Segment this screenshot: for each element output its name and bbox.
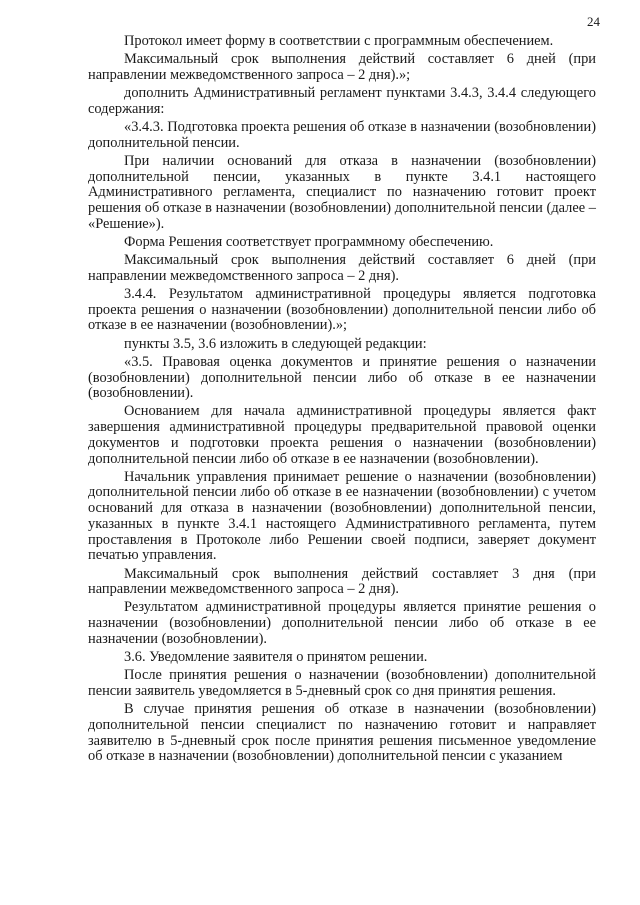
paragraph: Максимальный срок выполнения действий составляет 6 дней (при направлении межведомственного запроса – 2 дня). (88, 252, 596, 284)
paragraph: Протокол имеет форму в соответствии с программным обеспечением. (124, 33, 554, 49)
paragraph: Начальник управления принимает решение о назначении (возобновлении) дополнительной пенсии либо об отказе в ее назначении (возобновлении) с учетом оснований для отказа в назначении (возобновлении) дополнительной пенсии, указанных в пункте 3.4.1 настоящего Административного регламента, путем проставления в Протоколе либо Решении своей подписи, заверяет документ печатью управления. (88, 468, 596, 564)
paragraph: Результатом административной процедуры является принятие решения о назначении (возобновлении) дополнительной пенсии либо об отказе в ее назначении (возобновлении). (88, 599, 596, 647)
paragraph: 3.6. Уведомление заявителя о принятом решении. (124, 649, 428, 666)
paragraph: Максимальный срок выполнения действий составляет 3 дня (при направлении межведомственного запроса – 2 дня). (88, 565, 596, 598)
page-number: 24 (587, 14, 600, 29)
paragraph: После принятия решения о назначении (возобновлении) дополнительной пенсии заявитель уведомляется в 5-дневный срок со дня принятия решения. (88, 667, 596, 699)
paragraph: В случае принятия решения об отказе в назначении (возобновлении) дополнительной пенсии специалист по назначению готовит и направляет заявителю в 5-дневный срок после принятия решения письменное уведомление об отказе в назначении (возобновлении) дополнительной пенсии с указанием (88, 701, 596, 765)
document-body (88, 34, 596, 767)
paragraph: При наличии оснований для отказа в назначении (возобновлении) дополнительной пенсии, указанных в пункте 3.4.1 настоящего Административного регламента, специалист по назначению готовит проект решения об отказе в назначении (возобновлении) дополнительной пенсии (далее – «Решение»). (88, 152, 596, 232)
paragraph: Форма Решения соответствует программному обеспечению. (124, 233, 494, 250)
paragraph: дополнить Административный регламент пунктами 3.4.3, 3.4.4 следующего содержания: (88, 85, 596, 117)
paragraph: пункты 3.5, 3.6 изложить в следующей редакции: (124, 335, 427, 352)
paragraph: «3.4.3. Подготовка проекта решения об отказе в назначении (возобновлении) дополнительной пенсии. (88, 119, 596, 151)
paragraph: Максимальный срок выполнения действий составляет 6 дней (при направлении межведомственного запроса – 2 дня).»; (88, 51, 596, 83)
paragraph: 3.4.4. Результатом административной процедуры является подготовка проекта решения о назначении (возобновлении) дополнительной пенсии либо об отказе в ее назначении (возобновлении).»; (88, 286, 596, 334)
paragraph: Основанием для начала административной процедуры является факт завершения административной процедуры предварительной правовой оценки документов и подготовки проекта решения о назначении (возобновлении) дополнительной пенсии либо об отказе в ее назначении (возобновлении). (88, 403, 596, 467)
paragraph: «3.5. Правовая оценка документов и принятие решения о назначении (возобновлении) дополнительной пенсии либо об отказе в ее назначении (возобновлении). (88, 353, 596, 402)
